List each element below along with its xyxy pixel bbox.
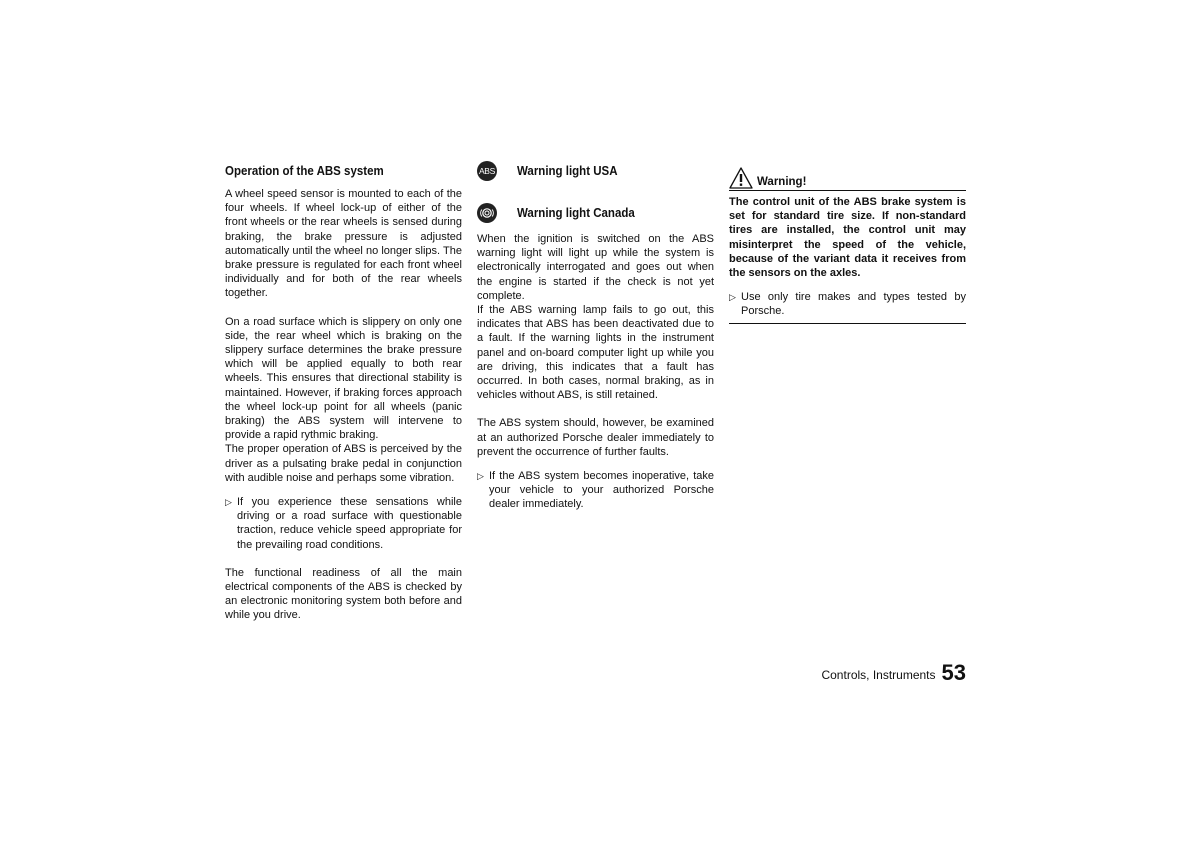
- middle-column: [477, 160, 714, 512]
- warning-canada-row: [477, 202, 714, 224]
- warning-light-canada-heading: Warning light Canada: [517, 206, 635, 220]
- paragraph-dealer-exam: The ABS system should, however, be examined at an authorized Porsche dealer immediately to prevent the occurrence of further faults.: [477, 417, 714, 458]
- warning-label: Warning!: [757, 176, 807, 188]
- brake-warning-icon: [477, 203, 497, 223]
- paragraph-slippery-surface: On a road surface which is slippery on only one side, the rear wheel which is braking on the slippery surface determines the brake pressure which will be applied equally to both rear wheels. This ensures that directional stability is maintained. However, if braking forces approach the wheel lock-up point for all wheels (panic braking) the ABS system will intervene to provide a rapid rythmic braking.: [225, 315, 462, 442]
- paragraph-wheel-sensor: A wheel speed sensor is mounted to each of the four wheels. If wheel lock-up of either of the front wheels or the rear wheels is sensed during braking, the brake pressure is adjusted automatically until the wheel no longer slips. The brake pressure is regulated for each front wheel individually and for both of the rear wheels together.: [225, 188, 462, 300]
- bullet-text: Use only tire makes and types tested by Porsche.: [741, 291, 966, 318]
- triangle-bullet-icon: ▷: [477, 471, 484, 482]
- warning-usa-row: [477, 160, 714, 182]
- warning-light-usa-heading: Warning light USA: [517, 164, 618, 178]
- bullet-tire-makes: [729, 290, 966, 318]
- bullet-inoperative: [477, 469, 714, 512]
- bullet-reduce-speed: [225, 495, 462, 552]
- paragraph-pulsating-pedal: The proper operation of ABS is perceived by the driver as a pulsating brake pedal in conjunction with audible noise and perhaps some vibration.: [225, 443, 462, 484]
- abs-operation-heading: Operation of the ABS system: [225, 164, 384, 178]
- paragraph-monitoring-system: The functional readiness of all the main electrical components of the ABS is checked by an electronic monitoring system both before and while you drive.: [225, 566, 462, 622]
- warning-header: [729, 165, 966, 191]
- warning-text: The control unit of the ABS brake system is set for standard tire size. If non-standard tires are installed, the control unit may misinterpret the speed of the vehicle, because of the variant data it receives from the sensors on the axles.: [729, 196, 966, 280]
- triangle-bullet-icon: ▷: [225, 497, 232, 508]
- section-name: Controls, Instruments: [821, 668, 936, 682]
- page-number: 53: [941, 660, 966, 685]
- triangle-bullet-icon: ▷: [729, 292, 736, 303]
- abs-warning-icon: ABS: [477, 161, 497, 181]
- page-footer: [780, 662, 966, 684]
- warning-triangle-icon: [729, 167, 753, 189]
- bullet-text: If the ABS system becomes inoperative, take your vehicle to your authorized Porsche dealer immediately.: [489, 470, 714, 511]
- paragraph-lamp-fails: If the ABS warning lamp fails to go out, this indicates that ABS has been deactivated due to a fault. If the warning lights in the instrument panel and on-board computer light up while you are driving, this indicates that a fault has occurred. In both cases, normal braking, as in vehicles without ABS, is still retained.: [477, 304, 714, 402]
- right-column: [729, 160, 966, 324]
- bullet-text: If you experience these sensations while driving or a road surface with questionable traction, reduce vehicle speed appropriate for the prevailing road conditions.: [237, 496, 462, 551]
- paragraph-ignition-check: When the ignition is switched on the ABS warning light will light up while the system is electronically interrogated and goes out when the engine is started if the check is not yet complete.: [477, 233, 714, 302]
- warning-end-divider: [729, 323, 966, 324]
- left-column: [225, 160, 462, 623]
